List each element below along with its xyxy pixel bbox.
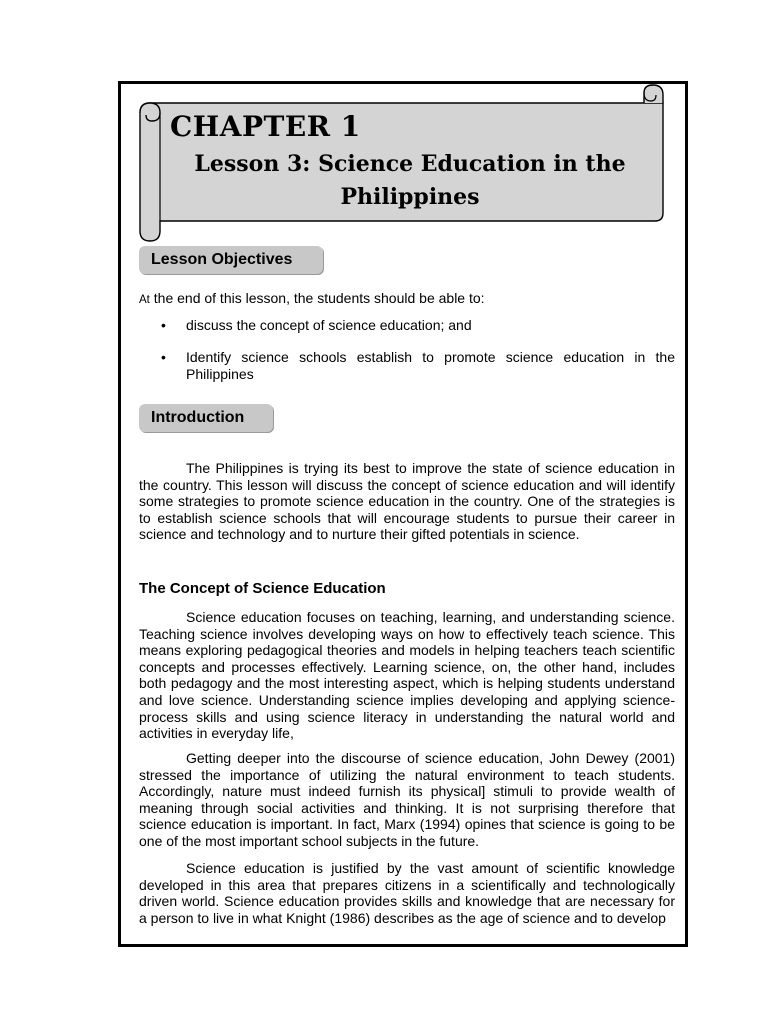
objectives-intro <box>139 290 485 309</box>
lesson-objectives-heading: Lesson Objectives <box>139 246 323 274</box>
concept-paragraph: Science education is justified by the vast amount of scientific knowledge developed in this area that prepares citizens in a scientifically and technologically driven world. Science education provides skills and knowledge that are necessary for a person to live in what Knight (1986) describes as the age of science and to develop <box>139 860 675 926</box>
concept-heading: The Concept of Science Education <box>139 580 386 597</box>
bullet-icon: • <box>161 349 166 365</box>
bullet-icon: • <box>161 317 166 333</box>
concept-paragraph: Getting deeper into the discourse of science education, John Dewey (2001) stressed the importance of utilizing the natural environment to teach students. Accordingly, nature must indeed furnish its physical] stimuli to provide wealth of meaning through social activities and thinking. It is not surprising therefore that science education is important. In fact, Marx (1994) opines that science is going to be one of the most important school subjects in the future. <box>139 750 675 849</box>
chapter-heading: CHAPTER 1 <box>170 110 361 143</box>
concept-paragraph: Science education focuses on teaching, learning, and understanding science. Teaching science involves developing ways on how to effectively teach science. This means exploring pedagogical theories and models in helping teachers teach scientific concepts and processes effectively. Learning science, on, the other hand, includes both pedagogy and the most interesting aspect, which is helping students understand and love science. Understanding science implies developing and applying science-process skills and using science literacy in understanding the natural world and activities in everyday life, <box>139 609 675 742</box>
introduction-heading: Introduction <box>139 404 273 432</box>
objective-text: Identify science schools establish to promote science education in the Philippines <box>186 349 675 382</box>
introduction-paragraph: The Philippines is trying its best to improve the state of science education in the country. This lesson will discuss the concept of science education and will identify some strategies to promote science education in the country. One of the strategies is to establish science schools that will encourage students to pursue their career in science and technology and to nurture their gifted potentials in science. <box>139 460 675 543</box>
lesson-title: Lesson 3: Science Education in the Philippines <box>194 151 626 210</box>
objectives-intro-text: the end of this lesson, the students should be able to: <box>149 290 485 306</box>
objectives-intro-at: At <box>139 294 150 306</box>
objective-text: discuss the concept of science education; and <box>186 317 472 333</box>
